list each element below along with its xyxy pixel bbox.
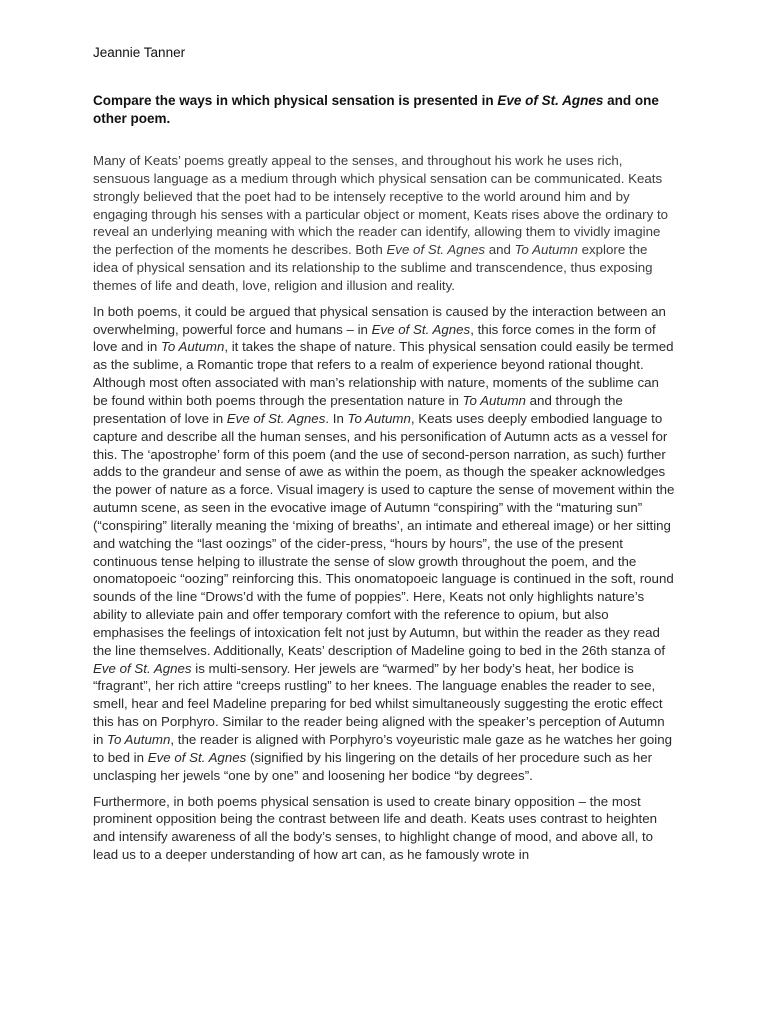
question-poem-title: Eve of St. Agnes	[497, 93, 604, 108]
paragraph-3	[93, 793, 676, 864]
text-run: In both poems, it could be argued that physical sensation is caused by the interaction between an overwhelming, powerful force and humans – in	[93, 303, 666, 337]
text-run: , Keats uses deeply embodied language to capture and describe all the human senses, and his personification of Autumn acts as a vessel for this. The ‘apostrophe’ form of this poem (and the use of second-person narration, as such) further adds to the grandeur and sense of awe as within the poem, as though the speaker acknowledges the power of nature as a force. Visual imagery is used to capture the sense of movement within the autumn scene, as seen in the evocative image of Autumn “conspiring” with the “maturing sun” (“conspiring” literally meaning the ‘mixing of breaths’, an intimate and ethereal image) or her sitting and watching the “last oozings” of the cider-press, “hours by hours”, the use of the present continuous tense helping to illustrate the sense of slow growth throughout the poem, and the onomatopoeic “oozing” reinforcing this. This onomatopoeic language is continued in the soft, round sounds of the line “Drows’d with the fume of poppies”. Here, Keats not only highlights nature’s ability to alleviate pain and offer temporary comfort with the reference to opium, but also emphasises the feelings of intoxication felt not just by Autumn, but within the reader as they read the line themselves. Additionally, Keats’ description of Madeline going to bed in the 26th stanza of	[93, 410, 675, 658]
poem-title-ref: To Autumn	[514, 242, 578, 258]
poem-title-ref: Eve of St. Agnes	[93, 660, 192, 676]
poem-title-ref: Eve of St. Agnes	[147, 749, 247, 765]
text-run: , it takes the shape of nature. This physical sensation could easily be termed as the sublime, a Romantic trope that refers to a realm of experience beyond rational thought. Although most often associated with man’s relationship with nature, moments of the sublime can be found within both poems through the presentation nature in	[93, 339, 674, 408]
poem-title-ref: To Autumn	[462, 392, 526, 408]
question-prefix: Compare the ways in which physical sensation is presented in	[93, 93, 498, 108]
text-run: , this force comes in the form of love and in	[93, 321, 656, 355]
question-suffix: and one other poem.	[93, 93, 659, 126]
text-run: Many of Keats’ poems greatly appeal to the senses, and throughout his work he uses rich, sensuous language as a medium through which physical sensation can be communicated. Keats strongly believed that the poet had to be intensely receptive to the world around him and by engaging through his senses with a particular object or moment, Keats rises above the ordinary to reveal an underlying meaning with which the reader can identify, allowing them to vividly imagine the perfection of the moments he describes. Both	[93, 153, 669, 258]
paragraph-1	[93, 152, 676, 295]
text-run: . In	[325, 410, 348, 426]
poem-title-ref: Eve of St. Agnes	[226, 410, 326, 426]
author-name: Jeannie Tanner	[93, 45, 186, 60]
poem-title-ref: To Autumn	[161, 339, 225, 355]
paragraph-2	[93, 303, 676, 785]
poem-title-ref: Eve of St. Agnes	[371, 321, 471, 337]
poem-title-ref: Eve of St. Agnes	[386, 242, 485, 258]
text-run: is multi-sensory. Her jewels are “warmed” by her body’s heat, her bodice is “fragrant”, her rich attire “creeps rustling” to her knees. The language enables the reader to see, smell, hear and feel Madeline preparing for bed whilst simultaneously suggesting the erotic effect this has on Porphyro. Similar to the reader being aligned with the speaker’s perception of Autumn in	[93, 660, 665, 747]
text-run: , the reader is aligned with Porphyro’s voyeuristic male gaze as he watches her going to bed in	[93, 732, 672, 765]
text-run: and through the presentation of love in	[93, 392, 623, 426]
essay-question	[93, 92, 676, 128]
text-run: explore the idea of physical sensation and its relationship to the sublime and transcendence, thus exposing themes of life and death, love, religion and illusion and reality.	[93, 242, 653, 293]
poem-title-ref: To Autumn	[347, 410, 411, 426]
text-run: (signified by his lingering on the details of her procedure such as her unclasping her jewels “one by one” and loosening her bodice “by degrees”.	[93, 749, 653, 783]
poem-title-ref: To Autumn	[107, 732, 171, 747]
text-run: and	[485, 242, 515, 258]
text-run: Furthermore, in both poems physical sensation is used to create binary opposition – the most prominent opposition being the contrast between life and death. Keats uses contrast to heighten and intensify awareness of all the body’s senses, to highlight change of mood, and above all, to lead us to a deeper understanding of how art can, as he famously wrote in	[93, 793, 658, 863]
